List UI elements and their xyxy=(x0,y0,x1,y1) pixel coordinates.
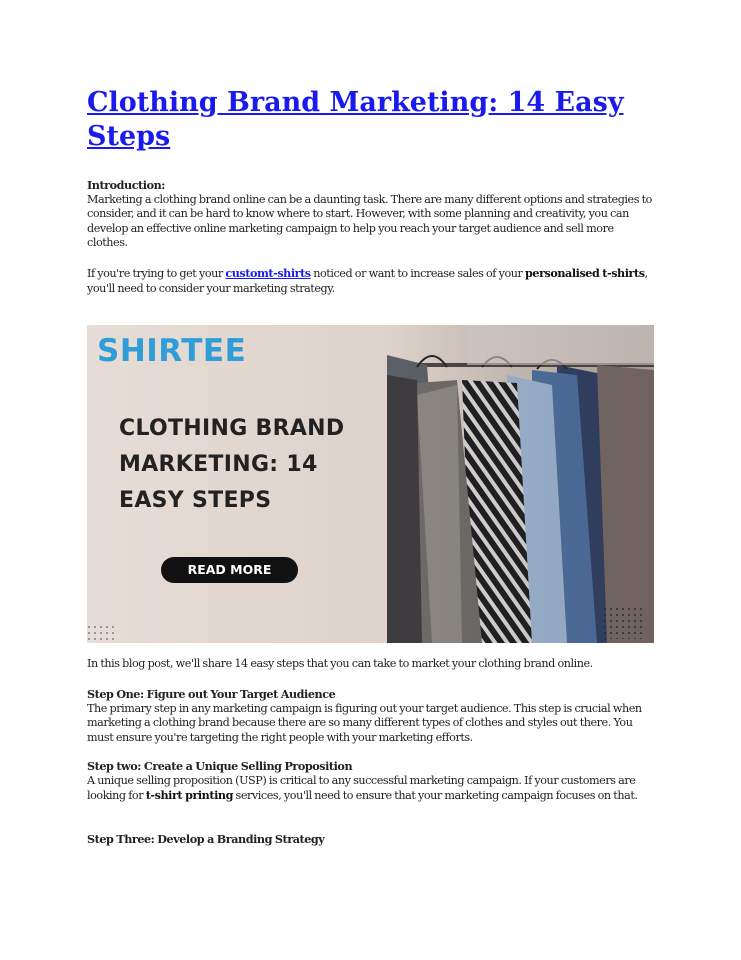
para2-middle: noticed or want to increase sales of your xyxy=(310,267,526,280)
step-two-before: A unique selling proposition (USP) is critical to any successful marketing campaign. If your customers are looking for xyxy=(87,773,636,802)
tshirt-printing-text: t-shirt printing xyxy=(145,788,233,802)
banner-image xyxy=(87,325,654,643)
step-two-heading: Step two: Create a Unique Selling Proposition xyxy=(87,759,353,773)
banner-title-line-3: EASY STEPS xyxy=(119,488,272,513)
paragraph-tshirts xyxy=(87,266,653,296)
step-three-heading: Step Three: Develop a Branding Strategy xyxy=(87,832,325,846)
step-three-section xyxy=(87,832,653,847)
banner-title-line-2: MARKETING: 14 xyxy=(119,452,318,477)
blog-intro-paragraph: In this blog post, we'll share 14 easy steps that you can take to market your clothing brand online. xyxy=(87,657,593,670)
intro-text: Marketing a clothing brand online can be a daunting task. There are many different options and strategies to consider, and it can be hard to know where to start. However, with some planning and creativity, you can develop an effective online marketing campaign to help you reach your target audience and sell more clothes. xyxy=(87,192,652,249)
read-more-button[interactable]: READ MORE xyxy=(161,557,298,583)
step-one-text: The primary step in any marketing campaign is figuring out your target audience. This step is crucial when marketing a clothing brand because there are so many different types of clothes and styles out there. You must ensure you're targeting the right people with your marketing efforts. xyxy=(87,701,642,744)
personalised-tshirts-text: personalised t-shirts xyxy=(525,266,645,280)
para2-before: If you're trying to get your xyxy=(87,267,226,280)
intro-section xyxy=(87,178,653,251)
step-two-after: services, you'll need to ensure that your marketing campaign focuses on that. xyxy=(232,789,638,802)
step-one-section xyxy=(87,687,653,745)
banner-title-line-1: CLOTHING BRAND xyxy=(119,416,345,441)
step-two-section xyxy=(87,759,653,804)
banner-title xyxy=(119,411,399,519)
step-one-heading: Step One: Figure out Your Target Audience xyxy=(87,687,336,701)
shirtee-logo: SHIRTEE xyxy=(97,333,247,369)
custom-tshirts-link[interactable]: customt-shirts xyxy=(225,266,311,280)
intro-heading: Introduction: xyxy=(87,178,165,192)
page-title xyxy=(87,86,667,154)
title-link[interactable]: Clothing Brand Marketing: 14 Easy Steps xyxy=(87,87,624,152)
para2-after: , you'll need to consider your marketing strategy. xyxy=(87,267,648,295)
